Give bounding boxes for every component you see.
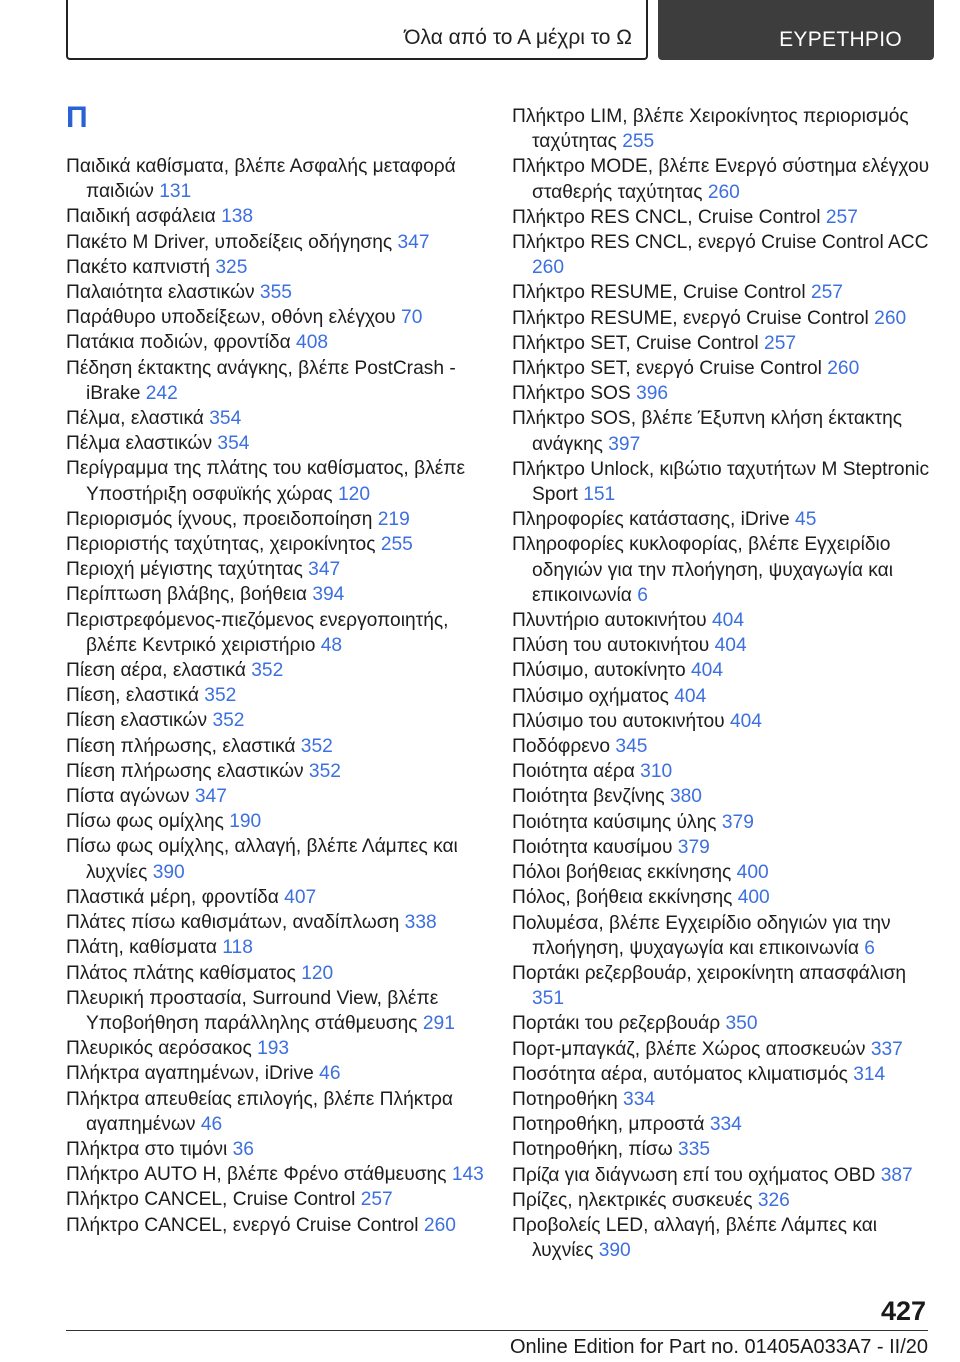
page-link[interactable]: 334 xyxy=(623,1088,656,1110)
index-entry xyxy=(66,910,496,935)
page-header xyxy=(66,0,960,62)
index-entry xyxy=(512,684,942,709)
page-link[interactable]: 404 xyxy=(714,635,747,657)
index-entry-text: Ποιότητα βενζίνης xyxy=(512,786,665,808)
page-link[interactable]: 347 xyxy=(308,559,341,581)
index-entry xyxy=(512,507,942,532)
index-entry xyxy=(66,582,496,607)
page-link[interactable]: 255 xyxy=(380,534,413,556)
index-column-right xyxy=(512,104,942,1263)
index-entry-text: Πλύσιμο οχήματος xyxy=(512,685,669,707)
page-link[interactable]: 335 xyxy=(678,1139,711,1161)
index-entry-text: Πλήκτρα αγαπημένων, iDrive xyxy=(66,1063,314,1085)
page-link[interactable]: 46 xyxy=(319,1063,341,1085)
index-entry-text: Ποιότητα καυσίμου xyxy=(512,836,673,858)
index-entry xyxy=(512,885,942,910)
index-entry-text: Πλαστικά μέρη, φροντίδα xyxy=(66,886,279,908)
index-entry-text: Πίστα αγώνων xyxy=(66,786,190,808)
index-entry-text: Ποιότητα αέρα xyxy=(512,761,635,783)
index-entry xyxy=(512,306,942,331)
index-entry-text: Πίεση, ελαστικά xyxy=(66,685,199,707)
index-entry-text: Πορτ-μπαγκάζ, βλέπε Χώρος αποσκευών xyxy=(512,1038,866,1060)
index-entry-text: Πλήκτρο RESUME, Cruise Control xyxy=(512,282,806,304)
index-entry xyxy=(66,1061,496,1086)
page-link[interactable]: 347 xyxy=(397,231,430,253)
index-entry-text: Πλευρική προστασία, Surround View, βλέπε Υποβοήθηση παράλληλης στάθμευσης xyxy=(66,987,439,1034)
page-link[interactable]: 380 xyxy=(669,786,702,808)
page-link[interactable]: 6 xyxy=(864,937,875,959)
index-entry xyxy=(512,1011,942,1036)
page-link[interactable]: 352 xyxy=(308,760,341,782)
index-entry-text: Πλήκτρο SOS, βλέπε Έξυπνη κλήση έκτακτης ανάγκης xyxy=(512,408,903,455)
index-entry-text: Παιδικά καθίσματα, βλέπε Ασφαλής μεταφορά παιδιών xyxy=(66,156,456,203)
index-entry-text: Περιοχή μέγιστης ταχύτητας xyxy=(66,559,303,581)
index-entry xyxy=(512,406,942,456)
index-entry-text: Παιδική ασφάλεια xyxy=(66,206,216,228)
index-entry xyxy=(66,608,496,658)
index-entry xyxy=(512,1062,942,1087)
index-entry xyxy=(512,633,942,658)
index-entry-text: Πίσω φως ομίχλης, αλλαγή, βλέπε Λάμπες και λυχνίες xyxy=(66,836,458,883)
index-entry xyxy=(512,734,942,759)
index-entry-text: Πλήκτρο Unlock, κιβώτιο ταχυτήτων M Steptronic Sport xyxy=(512,458,930,506)
index-entry-text: Πλυντήριο αυτοκινήτου xyxy=(512,610,707,632)
index-entry xyxy=(512,709,942,734)
index-entry xyxy=(66,935,496,960)
index-entry xyxy=(66,759,496,784)
index-entry xyxy=(512,1163,942,1188)
index-entry-text: Πλάτος πλάτης καθίσματος xyxy=(66,962,296,984)
index-entry xyxy=(512,911,942,961)
page-link[interactable]: 390 xyxy=(152,861,185,883)
index-entry xyxy=(512,810,942,835)
page-link[interactable]: 314 xyxy=(853,1063,886,1085)
index-entry xyxy=(512,608,942,633)
index-entry-text: Περίγραμμα της πλάτης του καθίσματος, βλέπε Υποστήριξη οσφυϊκής χώρας xyxy=(66,458,466,505)
page-link[interactable]: 46 xyxy=(200,1113,223,1135)
index-entry xyxy=(66,683,496,708)
index-entry-text: Πολυμέσα, βλέπε Εγχειρίδιο οδηγιών για την πλοήγηση, ψυχαγωγία και επικοινωνία xyxy=(512,912,891,959)
index-entry-text: Ποδόφρενο xyxy=(512,736,611,758)
page-link[interactable]: 6 xyxy=(637,584,648,606)
page-link[interactable]: 219 xyxy=(377,508,410,530)
index-entry xyxy=(512,532,942,608)
index-entry xyxy=(512,381,942,406)
page-link[interactable]: 394 xyxy=(312,584,345,606)
page-link[interactable]: 352 xyxy=(300,735,333,757)
page-link[interactable]: 36 xyxy=(232,1138,254,1160)
index-entry-text: Πλύση του αυτοκινήτου xyxy=(512,635,710,657)
page-link[interactable]: 351 xyxy=(532,988,565,1010)
index-entry xyxy=(66,834,496,884)
index-entry xyxy=(66,734,496,759)
page-link[interactable]: 325 xyxy=(215,256,248,278)
page-link[interactable]: 355 xyxy=(259,282,292,304)
page-link[interactable]: 400 xyxy=(737,887,770,909)
index-entry-text: Πορτάκι του ρεζερβουάρ xyxy=(512,1013,721,1035)
index-entry-text: Πλήκτρο RESUME, ενεργό Cruise Control xyxy=(512,307,869,329)
index-entry-text: Πλήκτρο RES CNCL, ενεργό Cruise Control ACC xyxy=(512,232,929,254)
index-entry xyxy=(512,658,942,683)
page-link[interactable]: 347 xyxy=(194,786,227,808)
index-entry xyxy=(66,456,496,506)
page-link[interactable]: 397 xyxy=(608,433,641,455)
page-link[interactable]: 260 xyxy=(423,1214,456,1236)
index-entry-text: Πλήκτρα απευθείας επιλογής, βλέπε Πλήκτρα αγαπημένων xyxy=(66,1088,453,1135)
page-link[interactable]: 352 xyxy=(204,685,237,707)
page-link[interactable]: 143 xyxy=(451,1164,484,1186)
index-entry-text: Πατάκια ποδιών, φροντίδα xyxy=(66,332,291,354)
page-link[interactable]: 338 xyxy=(404,912,437,934)
index-entry-text: Πλήκτρο SET, Cruise Control xyxy=(512,332,759,354)
index-entry-text: Πλήκτρο AUTO H, βλέπε Φρένο στάθμευσης xyxy=(66,1164,447,1186)
index-entry xyxy=(66,330,496,355)
index-entry-text: Ποτηροθήκη, μπροστά xyxy=(512,1114,705,1136)
index-entry-text: Πλάτες πίσω καθισμάτων, αναδίπλωση xyxy=(66,912,400,934)
page-link[interactable]: 404 xyxy=(691,660,724,682)
page-link[interactable]: 334 xyxy=(709,1114,742,1136)
page-link[interactable]: 193 xyxy=(257,1038,290,1060)
page-link[interactable]: 291 xyxy=(422,1012,455,1034)
index-entry xyxy=(66,230,496,255)
index-entry xyxy=(66,1036,496,1061)
index-entry xyxy=(512,961,942,1011)
index-entry-text: Ποιότητα καύσιμης ύλης xyxy=(512,811,717,833)
index-entry-text: Περιορισμός ίχνους, προειδοποίηση xyxy=(66,508,373,530)
index-entry xyxy=(512,1037,942,1062)
index-entry-text: Πέλμα, ελαστικά xyxy=(66,408,204,430)
page-link[interactable]: 396 xyxy=(636,383,669,405)
index-entry xyxy=(512,1137,942,1162)
index-entry xyxy=(66,532,496,557)
index-entry-text: Πακέτο M Driver, υποδείξεις οδήγησης xyxy=(66,231,393,253)
index-entry xyxy=(512,1087,942,1112)
page-link[interactable]: 255 xyxy=(622,131,655,153)
index-entry-text: Πλήκτρο MODE, βλέπε Ενεργό σύστημα ελέγχου σταθερής ταχύτητας xyxy=(512,156,930,203)
index-entry-text: Πακέτο καπνιστή xyxy=(66,256,211,278)
index-entry-text: Πληροφορίες κατάστασης, iDrive xyxy=(512,509,790,531)
page-link[interactable]: 354 xyxy=(209,408,242,430)
index-entry xyxy=(66,885,496,910)
index-entry-text: Πλήκτρα στο τιμόνι xyxy=(66,1138,228,1160)
index-entry-text: Πλήκτρο CANCEL, Cruise Control xyxy=(66,1189,356,1211)
index-entry xyxy=(66,305,496,330)
index-entry-text: Πρίζες, ηλεκτρικές συσκευές xyxy=(512,1189,753,1211)
page-link[interactable]: 408 xyxy=(296,332,329,354)
index-entry-text: Πλύσιμο, αυτοκίνητο xyxy=(512,660,686,682)
index-entry xyxy=(512,835,942,860)
index-entry-text: Πίεση πλήρωσης ελαστικών xyxy=(66,760,304,782)
page-link[interactable]: 326 xyxy=(757,1189,790,1211)
page-link[interactable]: 257 xyxy=(764,332,797,354)
page-link[interactable]: 257 xyxy=(825,206,858,228)
page-link[interactable]: 260 xyxy=(827,358,860,380)
index-entry xyxy=(512,1112,942,1137)
page-link[interactable]: 387 xyxy=(880,1164,913,1186)
page-link[interactable]: 131 xyxy=(159,181,192,203)
index-entry-text: Περιοριστής ταχύτητας, χειροκίνητος xyxy=(66,534,376,556)
page-link[interactable]: 404 xyxy=(729,710,762,732)
index-entry-text: Πρίζα για διάγνωση επί του οχήματος OBD xyxy=(512,1164,876,1186)
index-entry-text: Πίσω φως ομίχλης xyxy=(66,811,224,833)
page-link[interactable]: 337 xyxy=(870,1038,903,1060)
index-entry xyxy=(66,280,496,305)
index-tab[interactable] xyxy=(658,0,934,60)
index-entry-text: Πλάτη, καθίσματα xyxy=(66,937,217,959)
page-link[interactable]: 407 xyxy=(284,886,317,908)
page-link[interactable]: 138 xyxy=(221,206,254,228)
index-entry xyxy=(66,431,496,456)
index-entry-text: Παλαιότητα ελαστικών xyxy=(66,282,255,304)
page-link[interactable]: 379 xyxy=(677,836,710,858)
index-entry-text: Πίεση πλήρωσης, ελαστικά xyxy=(66,735,296,757)
page-link[interactable]: 260 xyxy=(707,181,740,203)
index-entry xyxy=(66,356,496,406)
index-entry xyxy=(512,1213,942,1263)
index-entry-text: Πίεση ελαστικών xyxy=(66,710,208,732)
index-entry xyxy=(66,406,496,431)
index-entry-text: Πλήκτρο CANCEL, ενεργό Cruise Control xyxy=(66,1214,419,1236)
footer-edition: Online Edition for Part no. 01405A033A7 - II/20 xyxy=(509,1336,928,1358)
index-entry-text: Πέδηση έκτακτης ανάγκης, βλέπε PostCrash - iBrake xyxy=(66,357,456,404)
index-entry xyxy=(66,204,496,229)
index-entry xyxy=(66,507,496,532)
index-entry-text: Περιστρεφόμενος-πιεζόμενος ενεργοποιητής, βλέπε Κεντρικό χειριστήριο xyxy=(66,609,449,656)
index-entry xyxy=(512,457,942,507)
page-link[interactable]: 118 xyxy=(222,937,253,959)
index-column-left xyxy=(66,102,496,1238)
page-link[interactable]: 260 xyxy=(532,257,565,279)
page-link[interactable]: 390 xyxy=(598,1240,631,1262)
index-entry xyxy=(512,104,942,154)
page-link[interactable]: 310 xyxy=(640,761,673,783)
index-entry xyxy=(512,331,942,356)
index-entry xyxy=(66,1162,496,1187)
index-entry-text: Παράθυρο υποδείξεων, οθόνη ελέγχου xyxy=(66,307,396,329)
index-entry xyxy=(66,154,496,204)
index-entry xyxy=(512,154,942,204)
page-link[interactable]: 350 xyxy=(725,1013,758,1035)
index-entry-text: Πλευρικός αερόσακος xyxy=(66,1038,252,1060)
page-link[interactable]: 260 xyxy=(874,307,907,329)
page-link[interactable]: 151 xyxy=(583,484,616,506)
chapter-tab[interactable] xyxy=(66,0,648,60)
index-entry-text: Πλήκτρο RES CNCL, Cruise Control xyxy=(512,206,821,228)
index-entry-text: Πλύσιμο του αυτοκινήτου xyxy=(512,710,725,732)
page-link[interactable]: 120 xyxy=(301,962,334,984)
index-entry-text: Πέλμα ελαστικών xyxy=(66,433,213,455)
index-entry xyxy=(66,1213,496,1238)
index-entry xyxy=(66,809,496,834)
index-entry xyxy=(66,1187,496,1212)
index-entry-text: Πόλοι βοήθειας εκκίνησης xyxy=(512,862,732,884)
index-entry xyxy=(66,986,496,1036)
index-entry xyxy=(66,255,496,280)
index-entry-text: Πλήκτρο SOS xyxy=(512,383,631,405)
page-link[interactable]: 242 xyxy=(145,382,178,404)
page-link[interactable]: 120 xyxy=(338,483,371,505)
page-link[interactable]: 352 xyxy=(251,660,284,682)
page-link[interactable]: 48 xyxy=(320,634,343,656)
index-entry-text: Πληροφορίες κυκλοφορίας, βλέπε Εγχειρίδιο οδηγιών για την πλοήγηση, ψυχαγωγία και επικοινωνία xyxy=(512,534,893,606)
page-number: 427 xyxy=(880,1296,926,1326)
index-entry xyxy=(66,784,496,809)
index-entry xyxy=(66,1137,496,1162)
index-entry xyxy=(512,1188,942,1213)
footer-divider xyxy=(66,1330,928,1331)
index-entry xyxy=(512,230,942,280)
index-entry xyxy=(512,205,942,230)
page-link[interactable]: 345 xyxy=(615,736,648,758)
page-link[interactable]: 400 xyxy=(736,862,769,884)
page-link[interactable]: 257 xyxy=(360,1189,393,1211)
page-link[interactable]: 404 xyxy=(674,685,707,707)
index-entry xyxy=(512,280,942,305)
index-entry-text: Πλήκτρο SET, ενεργό Cruise Control xyxy=(512,358,822,380)
index-entry-text: Περίπτωση βλάβης, βοήθεια xyxy=(66,584,307,606)
index-entry xyxy=(512,784,942,809)
index-entry xyxy=(512,356,942,381)
index-entry-text: Ποτηροθήκη xyxy=(512,1088,618,1110)
page-link[interactable]: 190 xyxy=(229,811,262,833)
page-link[interactable]: 379 xyxy=(721,811,754,833)
page-link[interactable]: 257 xyxy=(810,282,843,304)
index-entry-text: Πόλος, βοήθεια εκκίνησης xyxy=(512,887,733,909)
index-entry xyxy=(66,557,496,582)
page-link[interactable]: 45 xyxy=(795,509,817,531)
index-entry-text: Πορτάκι ρεζερβουάρ, χειροκίνητη απασφάλιση xyxy=(512,962,907,984)
page-link[interactable]: 404 xyxy=(712,610,745,632)
index-entry-text: Πίεση αέρα, ελαστικά xyxy=(66,660,246,682)
index-entry xyxy=(66,708,496,733)
page-link[interactable]: 354 xyxy=(217,433,250,455)
section-letter: Π xyxy=(66,101,88,134)
index-entry xyxy=(66,1087,496,1137)
index-entry-text: Προβολείς LED, αλλαγή, βλέπε Λάμπες και λυχνίες xyxy=(512,1214,878,1262)
index-tab-label: ΕΥΡΕΤΗΡΙΟ xyxy=(779,28,902,51)
index-entry xyxy=(66,658,496,683)
index-entry-text: Πλήκτρο LIM, βλέπε Χειροκίνητος περιορισμός ταχύτητας xyxy=(512,106,909,153)
page-link[interactable]: 70 xyxy=(401,307,423,329)
chapter-tab-label: Όλα από το Α μέχρι το Ω xyxy=(404,26,632,49)
index-entry-text: Ποσότητα αέρα, αυτόματος κλιματισμός xyxy=(512,1063,848,1085)
index-entry xyxy=(512,759,942,784)
page-link[interactable]: 352 xyxy=(212,710,245,732)
index-entry-text: Ποτηροθήκη, πίσω xyxy=(512,1139,673,1161)
index-entry xyxy=(66,961,496,986)
index-entry xyxy=(512,860,942,885)
